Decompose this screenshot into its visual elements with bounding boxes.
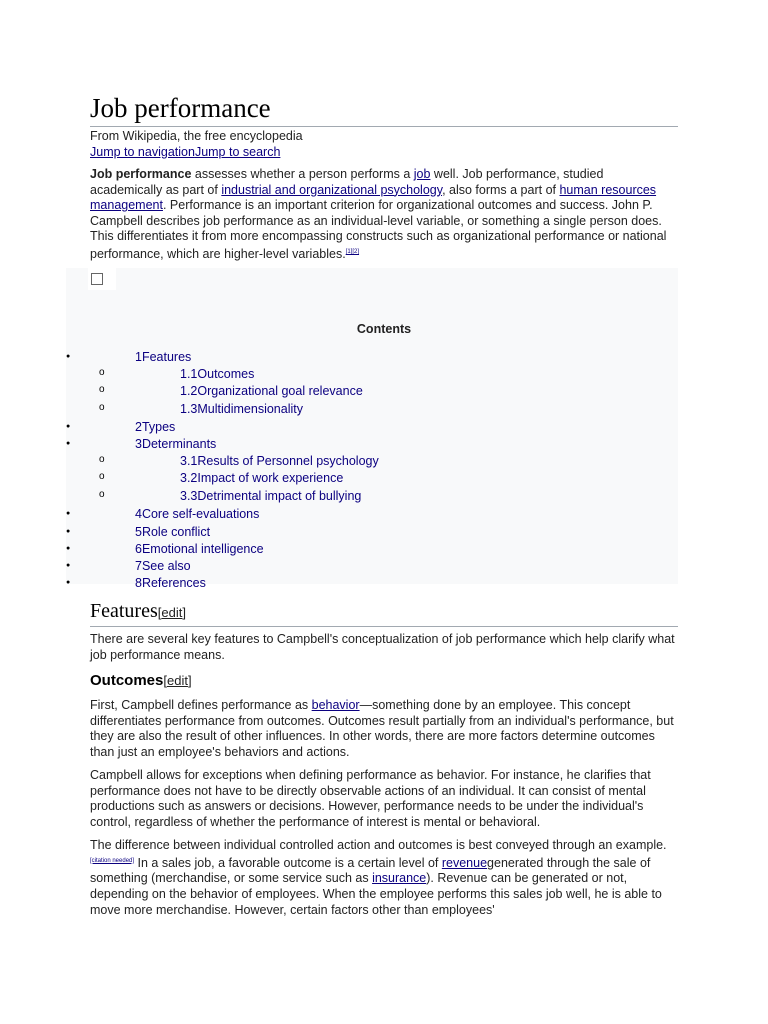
toc-sub-bullet: o	[99, 367, 105, 378]
toc-item-outcomes[interactable]	[180, 366, 254, 382]
toc-item-features[interactable]	[135, 349, 191, 365]
toc-heading: Contents	[356, 322, 412, 336]
features-paragraph: There are several key features to Campbell's conceptualization of job performance which help clarify what job performance means.	[90, 632, 675, 662]
toc-item-multidimensionality[interactable]	[180, 401, 303, 417]
toc-label: Determinants	[141, 437, 217, 451]
toc-sub-bullet: o	[99, 384, 105, 395]
job-link[interactable]: job	[413, 167, 431, 181]
toc-label: Core self-evaluations	[141, 507, 260, 521]
toc-label: Detrimental impact of bullying	[197, 489, 362, 503]
jump-links	[90, 145, 280, 159]
toc-sub-bullet: o	[99, 454, 105, 465]
hrm-link[interactable]: human resources management	[90, 182, 657, 213]
toc-bullet: ●	[66, 579, 71, 586]
features-heading-text: Features	[90, 600, 158, 622]
edit-bracket: [	[163, 673, 167, 688]
toc-number: 1	[135, 350, 142, 364]
toc-number: 3	[135, 437, 142, 451]
toc-number: 1.2	[180, 384, 198, 398]
outcomes-text: In a sales job, a favorable outcome is a certain level of	[134, 855, 442, 870]
citation-needed-link[interactable]: [citation needed]	[90, 857, 135, 864]
toc-label: References	[141, 576, 206, 590]
toc-number: 1.1	[180, 367, 198, 381]
toc-item-references[interactable]	[135, 575, 206, 591]
toc-item-core-self-evaluations[interactable]	[135, 506, 259, 522]
edit-bracket: ]	[187, 673, 192, 688]
toc-toggle-checkbox[interactable]	[91, 273, 103, 285]
intro-text: well. Job performance, studied academically as part of	[90, 167, 604, 197]
page-title: Job performance	[90, 92, 678, 127]
toc-item-detrimental-impact-of-bullying[interactable]	[180, 488, 361, 504]
toc-item-types[interactable]	[135, 419, 175, 435]
toc-label: Features	[141, 350, 192, 364]
outcomes-edit-link[interactable]: edit	[166, 673, 188, 688]
intro-text: assesses whether a person performs a	[191, 167, 414, 181]
io-psychology-link[interactable]: industrial and organizational psychology	[221, 182, 443, 197]
toc-item-results-of-personnel-psychology[interactable]	[180, 453, 379, 469]
intro-paragraph	[90, 167, 678, 263]
features-heading	[90, 598, 678, 627]
toc-number: 2	[135, 420, 142, 434]
toc-number: 8	[135, 576, 142, 590]
outcomes-paragraph-1	[90, 698, 678, 760]
outcomes-paragraph-2: Campbell allows for exceptions when defining performance as behavior. For instance, he clarifies that performance does not have to be directly observable actions of an individual. It can consist of mental productions such as answers or decisions. However, performance needs to be under the individual's control, regardless of whether the performance of interest is mental or behavioral.	[90, 768, 651, 829]
edit-bracket: [	[157, 605, 162, 620]
jump-to-navigation-link[interactable]: Jump to navigation	[90, 145, 195, 159]
toc-item-emotional-intelligence[interactable]	[135, 541, 264, 557]
outcomes-paragraph-3	[90, 838, 678, 918]
jump-to-search-link[interactable]: Jump to search	[194, 145, 281, 159]
toc-label: Emotional intelligence	[141, 542, 264, 556]
toc-item-organizational-goal-relevance[interactable]	[180, 383, 363, 399]
toc-bullet: ●	[66, 528, 71, 535]
outcomes-text: —something done by an employee. This concept differentiates performance from outcomes. Outcomes result partially from an individual's performance, but they are also the result of other influences. In other words, there are more factors determine outcomes than just an employee's behaviors and actions.	[90, 698, 674, 759]
toc-bullet: ●	[66, 353, 71, 360]
outcomes-text: First, Campbell defines performance as	[90, 698, 312, 712]
toc-number: 4	[135, 507, 142, 521]
toc-item-role-conflict[interactable]	[135, 524, 210, 540]
behavior-link[interactable]: behavior	[311, 698, 360, 712]
toc-label: Results of Personnel psychology	[197, 454, 379, 468]
toc-number: 3.1	[180, 454, 198, 468]
toc-number: 1.3	[180, 402, 198, 416]
toc-sub-bullet: o	[99, 489, 105, 500]
reference-link[interactable]: [1][2]	[345, 248, 360, 255]
outcomes-text: generated through the sale of something (merchandise, or some service such as	[90, 855, 651, 886]
toc-label: Multidimensionality	[197, 402, 303, 416]
outcomes-heading-text: Outcomes	[90, 672, 164, 689]
revenue-link[interactable]: revenue	[441, 855, 488, 870]
outcomes-heading	[90, 672, 192, 689]
toc-label: Impact of work experience	[197, 471, 344, 485]
toc-label: Organizational goal relevance	[197, 384, 363, 398]
toc-item-impact-of-work-experience[interactable]	[180, 470, 343, 486]
insurance-link[interactable]: insurance	[372, 871, 427, 886]
toc-bullet: ●	[66, 562, 71, 569]
toc-label: Role conflict	[141, 525, 211, 539]
intro-bold-term: Job performance	[90, 167, 192, 181]
toc-number: 3.3	[180, 489, 198, 503]
toc-bullet: ●	[66, 440, 71, 447]
features-edit-link[interactable]: edit	[161, 605, 183, 620]
tagline: From Wikipedia, the free encyclopedia	[90, 129, 303, 143]
outcomes-text: The difference between individual controlled action and outcomes is best conveyed through an example.	[90, 838, 667, 852]
toc-item-see-also[interactable]	[135, 558, 191, 574]
toc-number: 3.2	[180, 471, 198, 485]
intro-text: , also forms a part of	[442, 182, 560, 197]
outcomes-text: ). Revenue can be generated or not, depending on the behavior of employees. When the employee performs this sales job well, he is able to move more merchandise. However, certain factors other than employees'	[90, 871, 662, 917]
edit-bracket: ]	[182, 605, 186, 620]
toc-bullet: ●	[66, 423, 71, 430]
toc-number: 7	[135, 559, 142, 573]
toc-label: Outcomes	[197, 367, 255, 381]
toc-number: 6	[135, 542, 142, 556]
toc-number: 5	[135, 525, 142, 539]
toc-sub-bullet: o	[99, 402, 105, 413]
toc-sub-bullet: o	[99, 471, 105, 482]
toc-item-determinants[interactable]	[135, 436, 216, 452]
toc-bullet: ●	[66, 545, 71, 552]
toc-bullet: ●	[66, 510, 71, 517]
toc-label: Types	[141, 420, 176, 434]
toc-label: See also	[141, 559, 191, 573]
intro-text: . Performance is an important criterion for organizational outcomes and success. John P. Campbell describes job performance as an individual-level variable, or something a single person does. This differentiates it from more encompassing constructs such as organizational performance or national performance, which are higher-level variables.	[90, 198, 667, 262]
